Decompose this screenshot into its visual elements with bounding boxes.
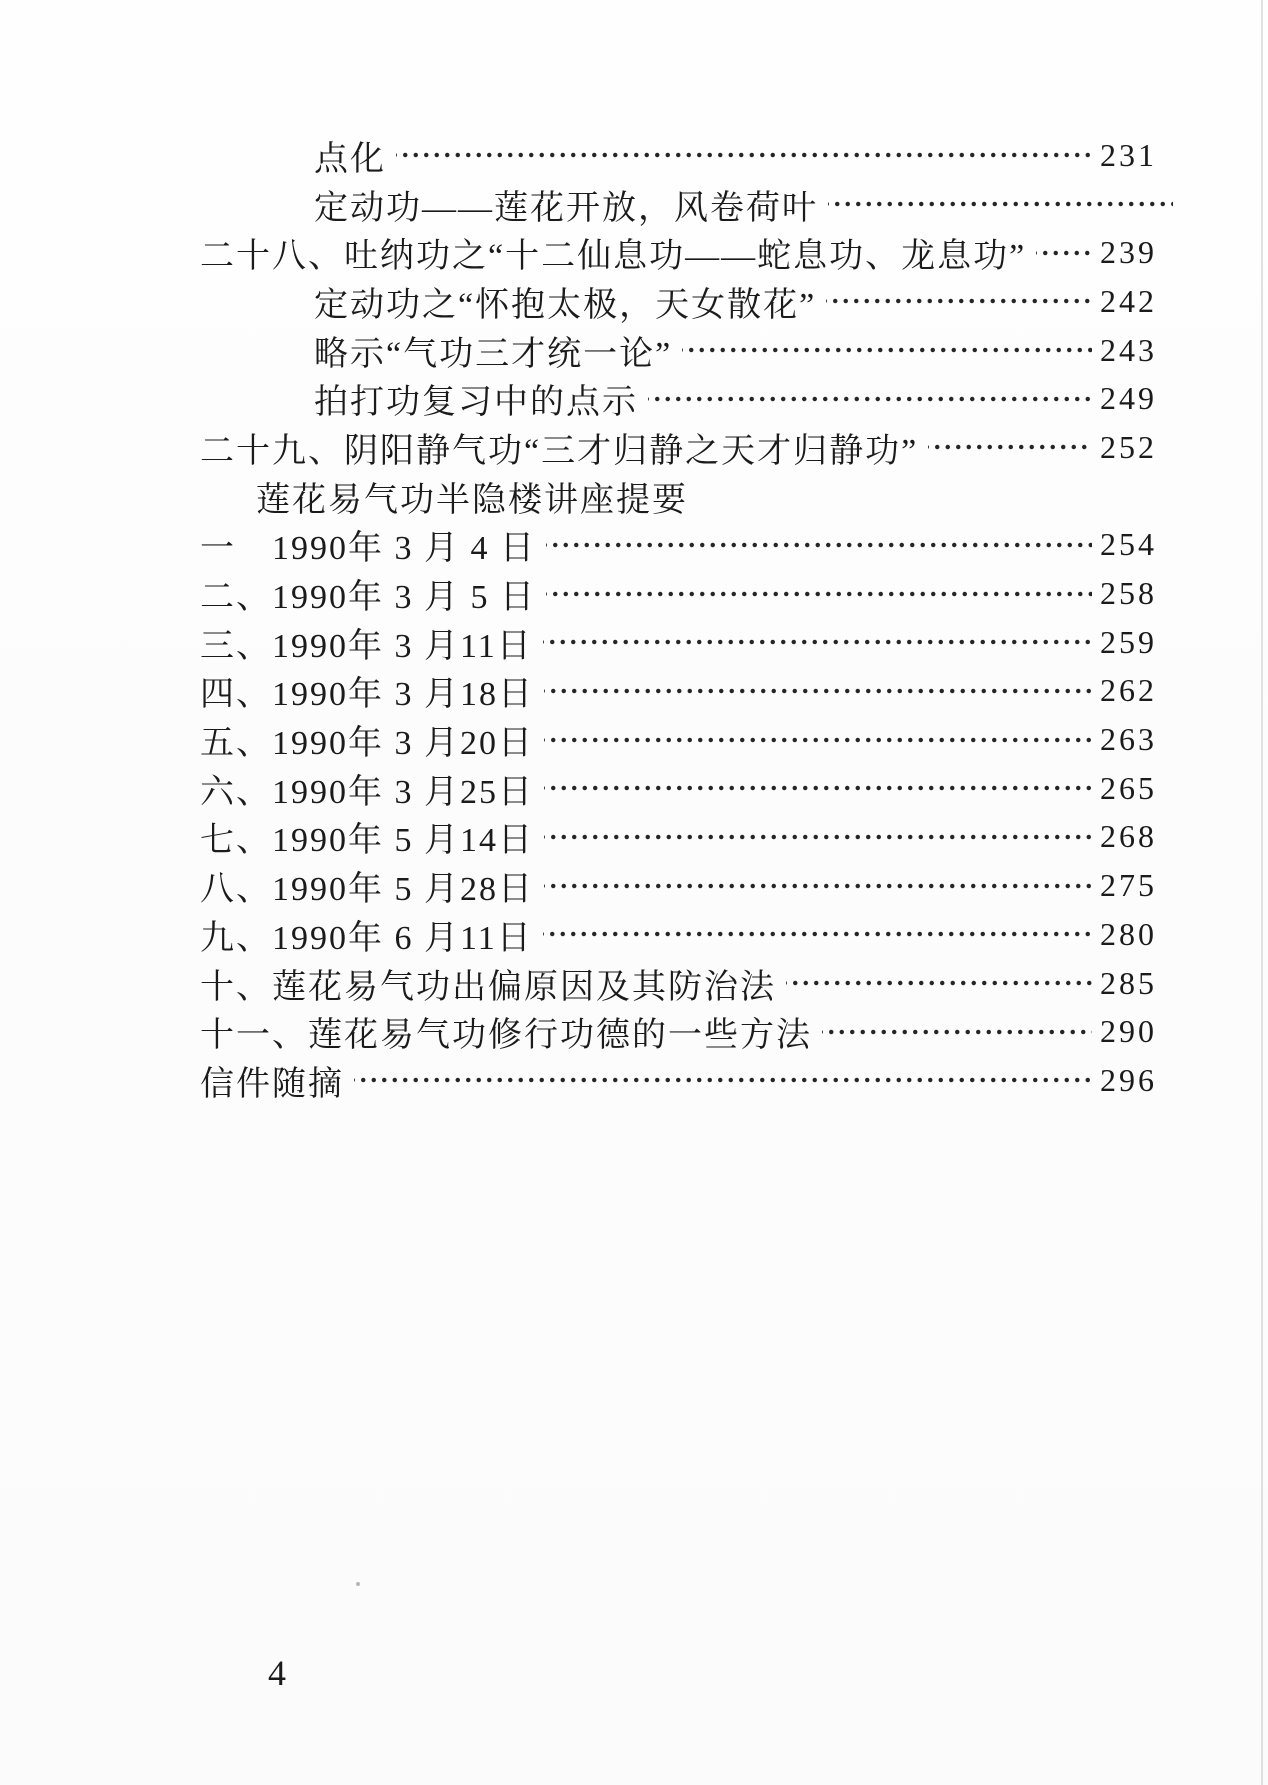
toc-page-number: 254 bbox=[1100, 526, 1157, 563]
toc-page-number: 296 bbox=[1100, 1061, 1157, 1098]
toc-page-number: 268 bbox=[1100, 818, 1157, 855]
toc-entry-label: 六、1990年 3 月25日 bbox=[200, 773, 534, 811]
toc-entry-label: 莲花易气功半隐楼讲座提要 bbox=[256, 481, 688, 519]
toc-page-number: 275 bbox=[1100, 867, 1157, 904]
toc-leader-dots bbox=[828, 186, 1173, 222]
toc-entry-label: 十、莲花易气功出偏原因及其防治法 bbox=[200, 968, 776, 1006]
toc-page-number: 263 bbox=[1100, 721, 1157, 758]
toc-row bbox=[200, 861, 1157, 910]
toc-page-number: 258 bbox=[1100, 575, 1157, 612]
toc-leader-dots bbox=[544, 819, 1092, 855]
toc-row bbox=[200, 910, 1157, 959]
toc-entry-label: 四、1990年 3 月18日 bbox=[200, 676, 534, 714]
toc-row bbox=[200, 813, 1157, 862]
toc-page-number: 252 bbox=[1100, 428, 1157, 465]
toc-entry-label: 九、1990年 6 月11日 bbox=[200, 919, 533, 957]
toc-entry-label: 五、1990年 3 月20日 bbox=[200, 725, 534, 763]
toc-leader-dots bbox=[544, 770, 1092, 806]
toc-row bbox=[314, 180, 1157, 229]
toc-page-number: 242 bbox=[1100, 282, 1157, 319]
toc-page-number: 259 bbox=[1100, 623, 1157, 660]
toc-row bbox=[200, 423, 1157, 472]
toc-entry-label: 定动功——莲花开放，风卷荷叶 bbox=[314, 189, 818, 227]
toc-row bbox=[314, 326, 1157, 375]
toc-entry-label: 二十八、吐纳功之“十二仙息功——蛇息功、龙息功” bbox=[200, 238, 1027, 276]
toc-leader-dots bbox=[822, 1014, 1092, 1050]
toc-leader-dots bbox=[546, 576, 1092, 612]
toc-list bbox=[0, 131, 1268, 1105]
toc-entry-label: 八、1990年 5 月28日 bbox=[200, 871, 534, 909]
toc-row bbox=[314, 131, 1157, 180]
toc-leader-dots bbox=[543, 624, 1092, 660]
toc-leader-dots bbox=[648, 381, 1092, 417]
toc-row bbox=[200, 1007, 1157, 1056]
toc-leader-dots bbox=[544, 673, 1092, 709]
toc-entry-label: 拍打功复习中的点示 bbox=[314, 384, 638, 422]
toc-entry-label: 信件随摘 bbox=[200, 1065, 344, 1103]
toc-entry-label: 定动功之“怀抱太极，天女散花” bbox=[314, 286, 817, 324]
toc-entry-label: 略示“气功三才统一论” bbox=[314, 335, 673, 373]
toc-leader-dots bbox=[546, 527, 1092, 563]
toc-row bbox=[200, 521, 1157, 570]
toc-entry-label: 一 1990年 3 月 4 日 bbox=[200, 530, 536, 568]
toc-row bbox=[314, 277, 1157, 326]
toc-page-number: 231 bbox=[1100, 136, 1157, 173]
toc-leader-dots bbox=[354, 1062, 1092, 1098]
toc-leader-dots bbox=[544, 868, 1092, 904]
toc-entry-label: 二、1990年 3 月 5 日 bbox=[200, 579, 536, 617]
toc-leader-dots bbox=[682, 332, 1092, 368]
toc-entry-label: 二十九、阴阳静气功“三才归静之天才归静功” bbox=[200, 432, 919, 470]
toc-row bbox=[200, 667, 1157, 716]
toc-leader-dots bbox=[396, 137, 1092, 173]
toc-entry-label: 三、1990年 3 月11日 bbox=[200, 627, 533, 665]
toc-page-number: 239 bbox=[1100, 234, 1157, 271]
toc-entry-label: 点化 bbox=[314, 140, 386, 178]
toc-page-number: 262 bbox=[1100, 672, 1157, 709]
toc-row bbox=[200, 228, 1157, 277]
toc-page-number: 285 bbox=[1100, 964, 1157, 1001]
toc-row bbox=[200, 618, 1157, 667]
toc-leader-dots bbox=[543, 916, 1092, 952]
toc-leader-dots bbox=[1036, 235, 1092, 271]
page-edge-shadow bbox=[1261, 0, 1263, 1785]
toc-page-number: 265 bbox=[1100, 769, 1157, 806]
footer-page-number: 4 bbox=[268, 1653, 286, 1693]
toc-leader-dots bbox=[544, 722, 1092, 758]
scan-speck bbox=[356, 1582, 360, 1586]
toc-entry-label: 七、1990年 5 月14日 bbox=[200, 822, 534, 860]
toc-page-number: 290 bbox=[1100, 1013, 1157, 1050]
toc-entry-label: 十一、莲花易气功修行功德的一些方法 bbox=[200, 1017, 812, 1055]
toc-page-number: 280 bbox=[1100, 915, 1157, 952]
toc-page-number: 249 bbox=[1100, 380, 1157, 417]
toc-row bbox=[314, 374, 1157, 423]
toc-leader-dots bbox=[786, 965, 1092, 1001]
toc-row bbox=[256, 472, 1157, 521]
toc-row bbox=[200, 959, 1157, 1008]
toc-row bbox=[200, 1056, 1157, 1105]
toc-page-number: 243 bbox=[1100, 331, 1157, 368]
toc-row bbox=[200, 569, 1157, 618]
toc-row bbox=[200, 764, 1157, 813]
toc-leader-dots bbox=[928, 429, 1092, 465]
toc-leader-dots bbox=[826, 283, 1092, 319]
toc-row bbox=[200, 715, 1157, 764]
